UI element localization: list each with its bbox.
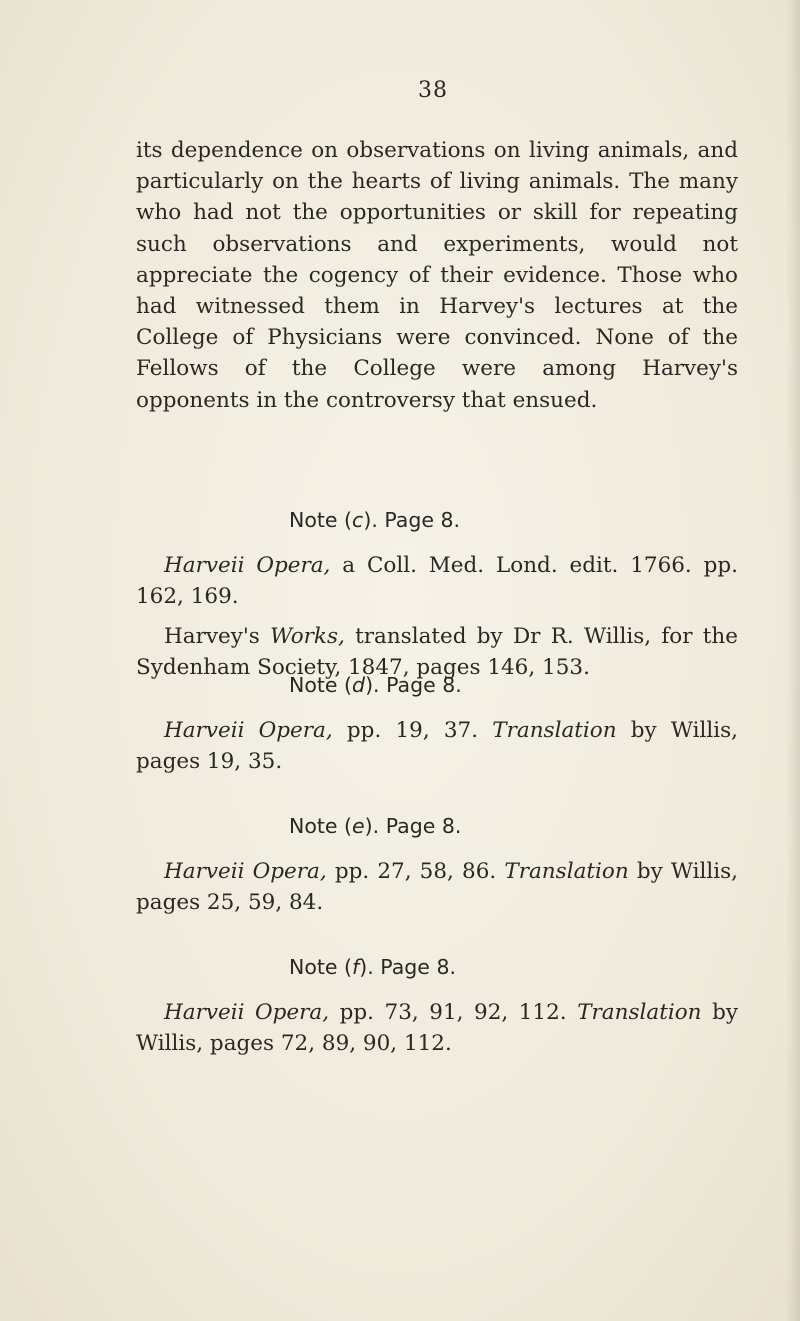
note-heading [136,505,738,536]
ref-detail: by Willis, pages 19, 35. [136,718,738,775]
ref-title: Harveii Opera, [164,718,333,744]
body-paragraph: its dependence on observations on living animals, and particularly on the hearts of living animals. The many who had not the opportunities or skill for repeating such observations and experiments, would not appreciate the cogency of their evidence. Those who had witnessed them in Harvey's lectures at the College of Physicians were convinced. None of the Fellows of the College were among Harvey's opponents in the controversy that ensued. [136,138,738,413]
ref-detail: pp. 73, 91, 92, 112. [329,1000,578,1026]
note-label-suffix: ). Page 8. [363,508,461,532]
note-block-f [136,952,738,1060]
note-block-e [136,811,738,919]
ref-title: Harveii Opera, [164,859,327,885]
note-letter: c [352,508,364,532]
page-number: 38 [418,78,448,103]
ref-detail: a Coll. Med. Lond. edit. 1766. pp. 162, 169. [136,553,738,610]
ref-detail: by Willis, pages 25, 59, 84. [136,859,739,916]
ref-title: Works, [270,623,345,649]
ref-title: Harveii Opera, [164,1000,330,1026]
note-label-prefix: Note ( [289,814,353,838]
ref-detail: Harvey's [164,623,271,649]
ref-translation: Translation [577,1000,702,1026]
ref-translation: Translation [504,859,629,885]
note-label-prefix: Note ( [289,673,353,697]
note-label-suffix: ). Page 8. [365,673,462,697]
ref-title: Harveii Opera, [164,553,331,579]
ref-detail: translated by Dr R. Willis, for the Sydenham Society, 1847, pages 146, 153. [136,623,738,680]
note-reference [136,856,738,918]
ref-translation: Translation [492,718,617,744]
page-edge-shadow [786,0,800,1321]
note-label-prefix: Note ( [289,508,353,532]
note-reference [136,715,738,777]
ref-detail: by Willis, pages 72, 89, 90, 112. [136,1000,738,1057]
note-letter: f [352,955,360,979]
note-label-prefix: Note ( [289,955,353,979]
ref-detail: pp. 19, 37. [332,718,493,744]
note-label-suffix: ). Page 8. [364,814,462,838]
note-block-c [136,505,738,683]
ref-detail: pp. 27, 58, 86. [326,859,505,885]
note-reference [136,550,738,612]
note-heading [136,952,738,983]
note-letter: e [352,814,365,838]
note-block-d [136,670,738,778]
note-reference [136,997,738,1059]
note-letter: d [352,673,366,697]
note-heading [136,811,738,842]
note-label-suffix: ). Page 8. [359,955,456,979]
note-heading [136,670,738,701]
